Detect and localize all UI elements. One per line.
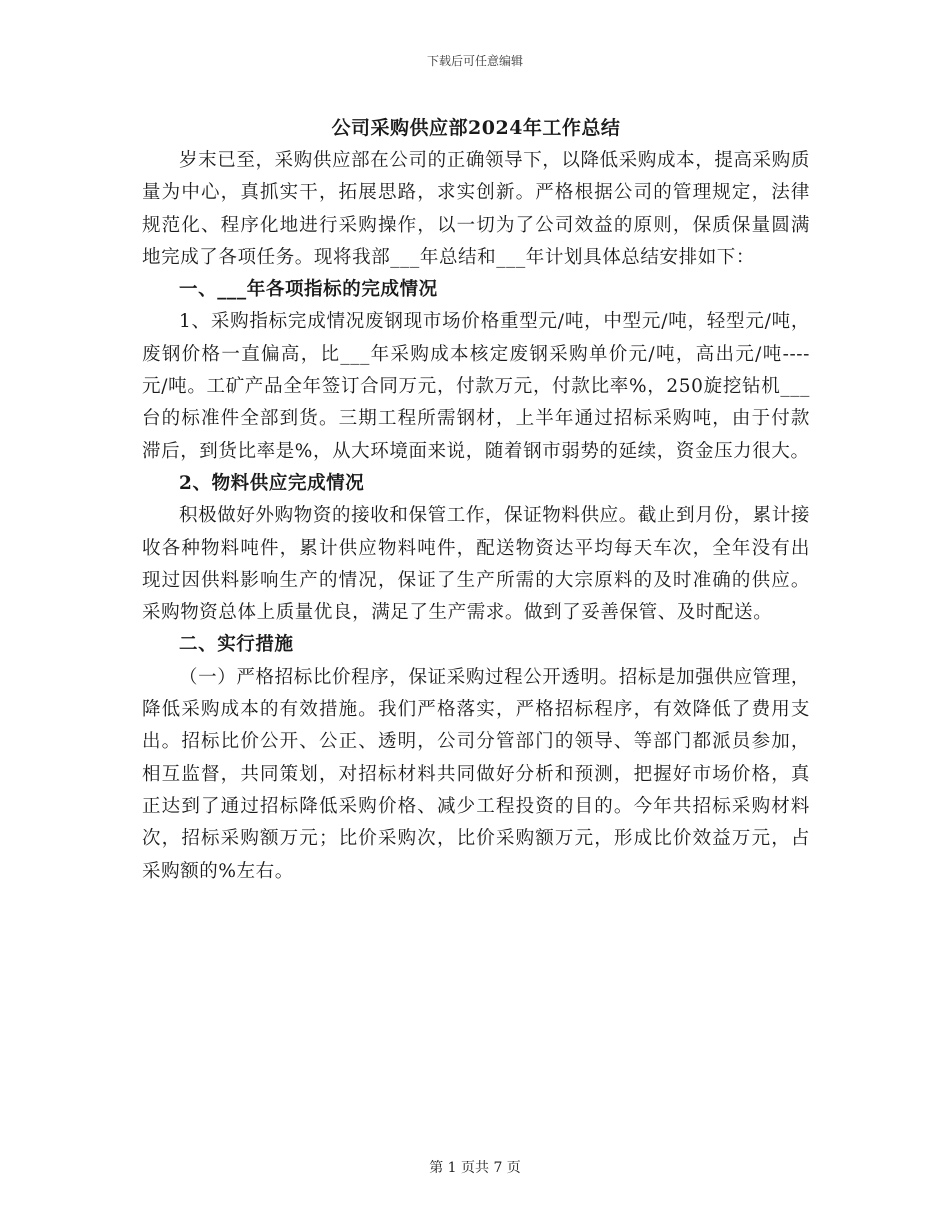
section-heading-1: 一、___年各项指标的完成情况 — [179, 279, 438, 301]
paragraph-material-supply: 积极做好外购物资的接收和保管工作，保证物料供应。截止到月份，累计接收各种物料吨件，累计供应物料吨件，配送物资达平均每天车次，全年没有出现过因供料影响生产的情况，保证了生产所需的大宗原料的及时准确的供应。采购物资总体上质量优良，满足了生产需求。做到了妥善保管、及时配送。 — [142, 505, 810, 624]
section-heading-3: 二、实行措施 — [179, 634, 294, 656]
page-footer: 第 1 页共 7 页 — [429, 1160, 521, 1176]
section-heading-2: 2、物料供应完成情况 — [179, 472, 365, 494]
document-title: 公司采购供应部2024年工作总结 — [331, 117, 621, 139]
header-note: 下载后可任意编辑 — [426, 54, 523, 68]
paragraph-purchase-indicators: 1、采购指标完成情况废钢现市场价格重型元/吨，中型元/吨，轻型元/吨，废钢价格一直偏高，比___年采购成本核定废钢采购单价元/吨，高出元/吨----元/吨。工矿产品全年签订合同万元，付款万元，付款比率%，250旋挖钻机___台的标准件全部到货。三期工程所需钢材，上半年通过招标采购吨，由于付款滞后，到货比率是%，从大环境面来说，随着钢市弱势的延续，资金压力很大。 — [142, 311, 810, 462]
paragraph-intro: 岁末已至，采购供应部在公司的正确领导下，以降低采购成本，提高采购质量为中心，真抓实干，拓展思路，求实创新。严格根据公司的管理规定，法律规范化、程序化地进行采购操作，以一切为了公司效益的原则，保质保量圆满地完成了各项任务。现将我部___年总结和___年计划具体总结安排如下： — [142, 150, 810, 268]
document-body — [142, 113, 810, 888]
paragraph-measures: （一）严格招标比价程序，保证采购过程公开透明。招标是加强供应管理，降低采购成本的有效措施。我们严格落实，严格招标程序，有效降低了费用支出。招标比价公开、公正、透明，公司分管部门的领导、等部门都派员参加，相互监督，共同策划，对招标材料共同做好分析和预测，把握好市场价格，真正达到了通过招标降低采购价格、减少工程投资的目的。今年共招标采购材料次，招标采购额万元；比价采购次，比价采购额万元，形成比价效益万元，占采购额的%左右。 — [142, 666, 810, 882]
